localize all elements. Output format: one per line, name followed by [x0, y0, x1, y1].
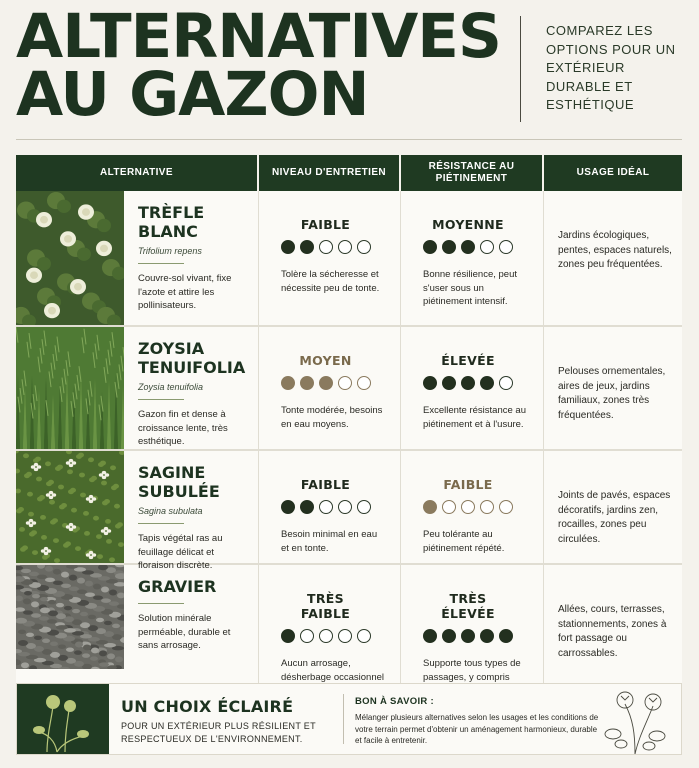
- alternative-name: SAGINE SUBULÉE: [138, 463, 220, 501]
- page-header: [0, 0, 699, 140]
- resistance-rating: [423, 629, 527, 643]
- rating-dot-empty: [338, 500, 352, 514]
- rating-dot-filled: [499, 629, 513, 643]
- maintenance-rating: [281, 376, 384, 390]
- resistance-rating: [423, 376, 527, 390]
- maintenance-rating: [281, 629, 384, 643]
- title-line-2: AU GAZON: [16, 59, 369, 130]
- maintenance-description: Tolère la sécheresse et nécessite peu de tonte.: [281, 269, 380, 294]
- rating-dot-filled: [423, 629, 437, 643]
- rating-dot-empty: [499, 376, 513, 390]
- rating-dot-filled: [281, 629, 295, 643]
- rating-dot-filled: [442, 629, 456, 643]
- tip-title: BON À SAVOIR :: [355, 696, 434, 707]
- usage-cell: Jardins écologiques, pentes, espaces naturels, zones peu fréquentées.: [544, 191, 682, 327]
- rating-dot-empty: [442, 500, 456, 514]
- rating-dot-filled: [281, 500, 295, 514]
- resistance-level: MOYENNE: [432, 217, 504, 232]
- rating-dot-empty: [319, 629, 333, 643]
- maintenance-cell: [259, 565, 401, 700]
- resistance-rating: [423, 240, 527, 254]
- rating-dot-empty: [319, 500, 333, 514]
- name-underline: [138, 523, 184, 524]
- resistance-cell: [401, 565, 544, 700]
- alternative-name: GRAVIER: [138, 577, 217, 596]
- table-header-row: [16, 155, 682, 191]
- maintenance-level: FAIBLE: [300, 217, 351, 232]
- rating-dot-filled: [300, 376, 314, 390]
- table-row: [16, 565, 682, 700]
- clover-illustration: [17, 684, 109, 754]
- resistance-description: Peu tolérante au piétinement répété.: [423, 529, 505, 554]
- rating-dot-empty: [357, 629, 371, 643]
- table-row: [16, 191, 682, 327]
- rating-dot-filled: [461, 240, 475, 254]
- resistance-rating: [423, 500, 527, 514]
- rating-dot-empty: [461, 500, 475, 514]
- resistance-description: Excellente résistance au piétinement et à l'usure.: [423, 405, 526, 430]
- rating-dot-empty: [357, 376, 371, 390]
- alternative-latin-name: Trifolium repens: [138, 246, 202, 256]
- rating-dot-filled: [461, 629, 475, 643]
- usage-cell: Joints de pavés, espaces décoratifs, jardins zen, rocailles, zones peu circulées.: [544, 451, 682, 565]
- alternative-description: Tapis végétal ras au feuillage délicat et floraison discrète.: [138, 533, 223, 571]
- rating-dot-empty: [300, 629, 314, 643]
- clover-photo: [16, 191, 124, 325]
- gravel-photo: [16, 565, 124, 669]
- table-row: [16, 327, 682, 451]
- column-header-usage: USAGE IDÉAL: [544, 155, 682, 191]
- grass-photo: [16, 327, 124, 449]
- rating-dot-empty: [338, 376, 352, 390]
- usage-cell: Allées, cours, terrasses, stationnements, zones à fort passage ou carrossables.: [544, 565, 682, 700]
- rating-dot-empty: [357, 240, 371, 254]
- resistance-description: Bonne résilience, peut s'user sous un piétinement intensif.: [423, 269, 518, 307]
- name-underline: [138, 399, 184, 400]
- page-subtitle: COMPAREZ LES OPTIONS POUR UN EXTÉRIEUR DURABLE ET ESTHÉTIQUE: [546, 23, 676, 112]
- sagina-photo: [16, 451, 124, 563]
- rating-dot-filled: [423, 240, 437, 254]
- footer-subtitle: POUR UN EXTÉRIEUR PLUS RÉSILIENT ET RESPECTUEUX DE L'ENVIRONNEMENT.: [121, 721, 316, 744]
- maintenance-rating: [281, 500, 384, 514]
- rating-dot-empty: [480, 500, 494, 514]
- resistance-cell: [401, 327, 544, 451]
- resistance-level: FAIBLE: [443, 477, 493, 492]
- name-underline: [138, 263, 184, 264]
- alternative-cell: [16, 327, 259, 451]
- clover-sketch-icon: [595, 684, 675, 754]
- alternative-cell: [16, 451, 259, 571]
- name-underline: [138, 603, 184, 604]
- maintenance-cell: [259, 327, 401, 451]
- alternative-description: Solution minérale perméable, durable et sans arrosage.: [138, 613, 231, 651]
- alternative-name: ZOYSIA TENUIFOLIA: [138, 339, 246, 377]
- rating-dot-filled: [423, 376, 437, 390]
- alternative-name: TRÈFLE BLANC: [138, 203, 205, 241]
- column-header-alternative: ALTERNATIVE: [16, 155, 259, 191]
- resistance-cell: [401, 191, 544, 327]
- alternative-cell: [16, 565, 259, 700]
- maintenance-description: Aucun arrosage, désherbage occasionnel: [281, 658, 384, 683]
- rating-dot-filled: [480, 376, 494, 390]
- header-rule: [16, 139, 682, 140]
- footer-title: UN CHOIX ÉCLAIRÉ: [121, 697, 294, 716]
- table-row: [16, 451, 682, 565]
- maintenance-description: Besoin minimal en eau et en tonte.: [281, 529, 378, 554]
- resistance-description: Supporte tous types de passages, y compris: [423, 658, 521, 683]
- rating-dot-filled: [480, 629, 494, 643]
- alternative-description: Gazon fin et dense à croissance lente, très esthétique.: [138, 409, 228, 447]
- rating-dot-empty: [338, 629, 352, 643]
- resistance-level: TRÈS ÉLEVÉE: [441, 591, 495, 621]
- usage-cell: Pelouses ornementales, aires de jeux, jardins familiaux, zones très fréquentées.: [544, 327, 682, 451]
- table-body: [16, 191, 682, 700]
- alternative-description: Couvre-sol vivant, fixe l'azote et attire les pollinisateurs.: [138, 273, 232, 311]
- rating-dot-empty: [319, 240, 333, 254]
- tip-text: Mélanger plusieurs alternatives selon les usages et les conditions de votre terrain permet d'obtenir un aménagement harmonieux, durable et facile à entretenir.: [355, 713, 599, 745]
- column-header-maintenance: NIVEAU D'ENTRETIEN: [259, 155, 401, 191]
- maintenance-cell: [259, 451, 401, 565]
- rating-dot-empty: [357, 500, 371, 514]
- maintenance-level: FAIBLE: [300, 477, 351, 492]
- rating-dot-filled: [281, 240, 295, 254]
- rating-dot-empty: [480, 240, 494, 254]
- column-header-resistance: RÉSISTANCE AU PIÉTINEMENT: [401, 155, 544, 191]
- rating-dot-filled: [423, 500, 437, 514]
- maintenance-description: Tonte modérée, besoins en eau moyens.: [281, 405, 383, 430]
- resistance-cell: [401, 451, 544, 565]
- header-divider: [520, 16, 521, 122]
- rating-dot-filled: [300, 240, 314, 254]
- rating-dot-empty: [499, 240, 513, 254]
- rating-dot-empty: [499, 500, 513, 514]
- footer-divider: [343, 694, 344, 744]
- page-title: [16, 1, 501, 130]
- maintenance-level: TRÈS FAIBLE: [300, 591, 351, 621]
- rating-dot-filled: [442, 240, 456, 254]
- rating-dot-empty: [338, 240, 352, 254]
- alternative-latin-name: Zoysia tenuifolia: [138, 382, 204, 392]
- rating-dot-filled: [442, 376, 456, 390]
- maintenance-cell: [259, 191, 401, 327]
- rating-dot-filled: [300, 500, 314, 514]
- rating-dot-filled: [319, 376, 333, 390]
- footer-panel: [16, 683, 682, 755]
- maintenance-rating: [281, 240, 384, 254]
- rating-dot-filled: [281, 376, 295, 390]
- maintenance-level: MOYEN: [299, 353, 352, 368]
- title-line-1: ALTERNATIVES: [16, 1, 501, 72]
- comparison-table: [16, 155, 682, 700]
- rating-dot-filled: [461, 376, 475, 390]
- resistance-level: ÉLEVÉE: [441, 353, 495, 368]
- alternative-cell: [16, 191, 259, 327]
- alternative-latin-name: Sagina subulata: [138, 506, 203, 516]
